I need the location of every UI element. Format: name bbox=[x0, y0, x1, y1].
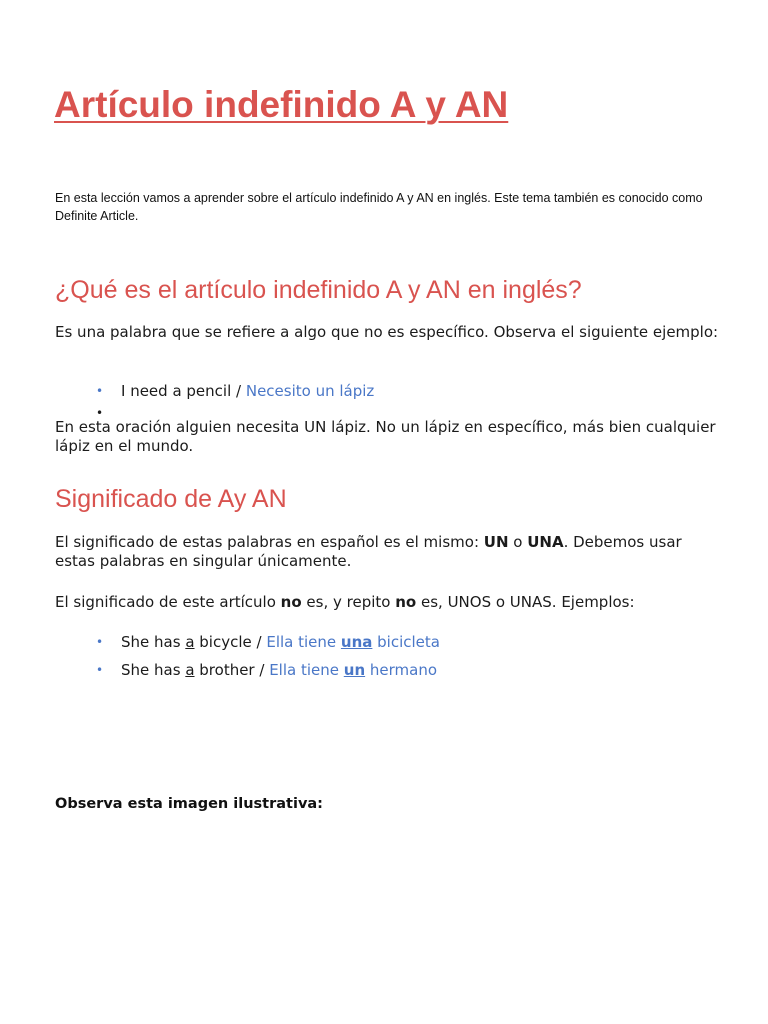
text: Ella tiene bbox=[269, 661, 344, 679]
text: brother / bbox=[194, 661, 270, 679]
page-title: Artículo indefinido A y AN bbox=[54, 84, 509, 125]
text: es, UNOS o UNAS. Ejemplos: bbox=[416, 593, 635, 611]
text: She has bbox=[121, 661, 186, 679]
example-spanish: Necesito un lápiz bbox=[245, 382, 375, 400]
bullet-icon: • bbox=[96, 384, 104, 398]
text-bold-underlined: una bbox=[340, 633, 373, 651]
text: bicicleta bbox=[372, 633, 440, 651]
text-underlined: a bbox=[185, 633, 195, 651]
text: Ella tiene bbox=[266, 633, 341, 651]
list-item bbox=[96, 659, 440, 687]
list-item bbox=[96, 380, 374, 408]
text-underlined: a bbox=[185, 661, 195, 679]
example-list-2 bbox=[96, 631, 440, 687]
section2-paragraph-2 bbox=[55, 593, 725, 612]
text: El significado de este artículo bbox=[55, 593, 281, 611]
text-bold-underlined: un bbox=[343, 661, 366, 679]
text: . Debemos usar estas palabras en singular únicamente. bbox=[55, 533, 682, 570]
text: bicycle / bbox=[194, 633, 267, 651]
example-english: I need a pencil / bbox=[121, 382, 246, 400]
bullet-icon: • bbox=[96, 635, 104, 649]
section2-paragraph-1 bbox=[55, 533, 725, 571]
text: es, y repito bbox=[301, 593, 396, 611]
section1-explanation: En esta oración alguien necesita UN lápiz. No un lápiz en específico, más bien cualquier lápiz en el mundo. bbox=[55, 418, 716, 455]
section2-heading: Significado de Ay AN bbox=[55, 485, 287, 513]
text: o bbox=[508, 533, 528, 551]
text-bold: UN bbox=[483, 533, 509, 551]
list-item bbox=[96, 631, 440, 659]
section1-paragraph: Es una palabra que se refiere a algo que no es específico. Observa el siguiente ejemplo: bbox=[55, 323, 719, 341]
example-english bbox=[121, 661, 269, 679]
intro-paragraph: En esta lección vamos a aprender sobre el artículo indefinido A y AN en inglés. Este tema también es conocido como Definite Article. bbox=[55, 191, 703, 223]
text-bold: UNA bbox=[527, 533, 564, 551]
example-spanish bbox=[269, 661, 437, 679]
section1-heading: ¿Qué es el artículo indefinido A y AN en inglés? bbox=[55, 276, 582, 304]
example-english bbox=[121, 633, 266, 651]
text-bold: no bbox=[280, 593, 302, 611]
bullet-icon: • bbox=[96, 406, 104, 420]
text: El significado de estas palabras en español es el mismo: bbox=[55, 533, 484, 551]
text: She has bbox=[121, 633, 186, 651]
example-spanish bbox=[266, 633, 440, 651]
text-bold: no bbox=[395, 593, 417, 611]
observe-label: Observa esta imagen ilustrativa: bbox=[55, 796, 323, 812]
text: hermano bbox=[365, 661, 438, 679]
bullet-icon: • bbox=[96, 663, 104, 677]
